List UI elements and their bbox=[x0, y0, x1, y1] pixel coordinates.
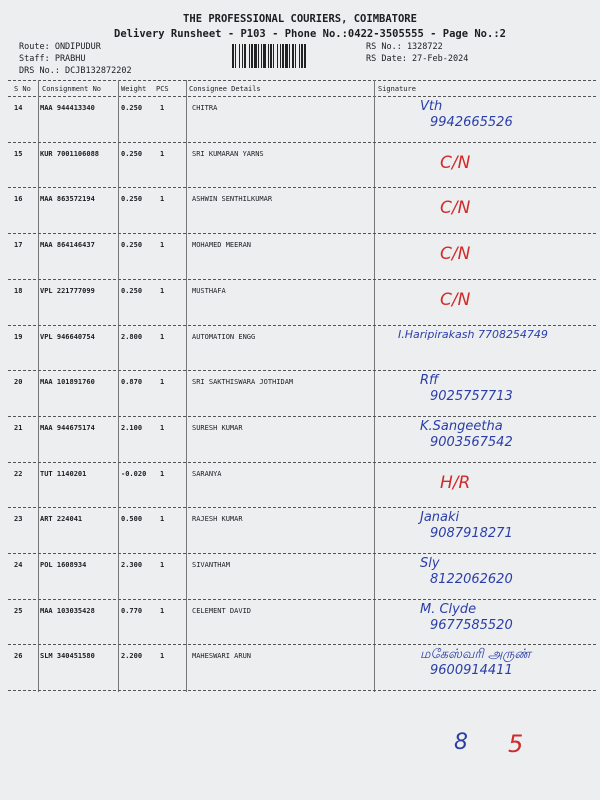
row-weight: 0.500 bbox=[121, 515, 143, 524]
row-pcs: 1 bbox=[160, 652, 165, 661]
column-divider bbox=[38, 80, 39, 692]
row-consignee: ASHWIN SENTHILKUMAR bbox=[192, 195, 273, 204]
row-weight: 2.100 bbox=[121, 423, 143, 432]
column-header-consignment: Consignment No bbox=[42, 85, 102, 93]
row-separator bbox=[8, 462, 596, 463]
row-separator bbox=[8, 416, 596, 417]
row-signature: H/R bbox=[440, 472, 471, 493]
row-signature: C/N bbox=[440, 244, 471, 265]
row-separator bbox=[8, 690, 596, 691]
row-sno: 15 bbox=[14, 149, 23, 158]
row-signature-phone: 9087918271 bbox=[430, 526, 513, 542]
row-separator bbox=[8, 599, 596, 600]
drs-label: DRS No.: DCJB132872202 bbox=[19, 66, 132, 76]
row-separator bbox=[8, 644, 596, 645]
row-consignee: CELEMENT DAVID bbox=[192, 606, 252, 615]
row-weight: 0.870 bbox=[121, 378, 143, 387]
column-divider bbox=[118, 80, 119, 692]
row-weight: 0.250 bbox=[121, 104, 143, 112]
staff-label: Staff: PRABHU bbox=[19, 54, 86, 64]
row-sno: 23 bbox=[14, 515, 23, 524]
runsheet-subtitle: Delivery Runsheet - P103 - Phone No.:0422-3505555 - Page No.:2 bbox=[114, 28, 506, 40]
row-weight: 0.250 bbox=[121, 149, 143, 158]
row-weight: 0.250 bbox=[121, 286, 143, 295]
column-header-weight: Weight bbox=[121, 85, 147, 93]
row-sno: 25 bbox=[14, 606, 23, 615]
row-consignment: POL 1608934 bbox=[40, 561, 87, 569]
row-signature: Janaki bbox=[420, 510, 460, 526]
row-pcs: 1 bbox=[160, 286, 165, 295]
rs-number: RS No.: 1328722 bbox=[366, 42, 443, 52]
row-separator bbox=[8, 553, 596, 554]
column-divider bbox=[186, 80, 187, 692]
column-header-sno: S No bbox=[14, 85, 31, 93]
row-pcs: 1 bbox=[160, 241, 165, 250]
row-weight: 0.250 bbox=[121, 241, 143, 250]
row-consignment: ART 224041 bbox=[40, 515, 83, 524]
row-consignment: VPL 221777099 bbox=[40, 286, 95, 295]
row-separator bbox=[8, 142, 596, 143]
row-consignment: MAA 863572194 bbox=[40, 195, 95, 204]
footer-mark: 8 bbox=[454, 730, 468, 755]
row-signature: I.Haripirakash 7708254749 bbox=[398, 327, 548, 341]
row-weight: -0.020 bbox=[121, 469, 147, 478]
row-pcs: 1 bbox=[160, 561, 165, 569]
row-weight: 2.300 bbox=[121, 561, 143, 569]
footer-mark: 5 bbox=[508, 730, 524, 758]
row-consignee: MAHESWARI ARUN bbox=[192, 652, 252, 661]
barcode bbox=[232, 44, 358, 68]
row-separator bbox=[8, 325, 596, 326]
row-consignee: SURESH KUMAR bbox=[192, 423, 243, 432]
row-pcs: 1 bbox=[160, 606, 165, 615]
row-consignee: MOHAMED MEERAN bbox=[192, 241, 252, 250]
row-weight: 2.800 bbox=[121, 332, 143, 341]
row-consignment: VPL 946640754 bbox=[40, 332, 95, 341]
row-sno: 24 bbox=[14, 561, 23, 569]
row-pcs: 1 bbox=[160, 195, 165, 204]
row-pcs: 1 bbox=[160, 469, 165, 478]
row-separator bbox=[8, 233, 596, 234]
row-pcs: 1 bbox=[160, 332, 165, 341]
row-sno: 20 bbox=[14, 378, 23, 387]
row-separator bbox=[8, 187, 596, 188]
row-signature-phone: 9677585520 bbox=[430, 617, 513, 633]
header-bottom-rule bbox=[8, 96, 596, 97]
row-consignment: MAA 944413340 bbox=[40, 104, 95, 112]
row-consignee: SIVANTHAM bbox=[192, 561, 230, 569]
row-weight: 2.200 bbox=[121, 652, 143, 661]
row-signature-phone: 9003567542 bbox=[430, 434, 513, 450]
row-consignment: MAA 103035428 bbox=[40, 606, 95, 615]
row-signature-phone: 8122062620 bbox=[430, 572, 513, 587]
row-pcs: 1 bbox=[160, 515, 165, 524]
row-sno: 18 bbox=[14, 286, 23, 295]
route-label: Route: ONDIPUDUR bbox=[19, 42, 101, 52]
column-divider bbox=[374, 80, 375, 692]
row-sno: 19 bbox=[14, 332, 23, 341]
row-pcs: 1 bbox=[160, 149, 165, 158]
row-signature: C/N bbox=[440, 289, 471, 310]
row-pcs: 1 bbox=[160, 423, 165, 432]
row-weight: 0.250 bbox=[121, 195, 143, 204]
row-consignee: MUSTHAFA bbox=[192, 286, 226, 295]
row-sno: 26 bbox=[14, 652, 23, 661]
row-separator bbox=[8, 279, 596, 280]
row-consignee: SARANYA bbox=[192, 469, 222, 478]
row-signature: M. Clyde bbox=[420, 601, 477, 617]
column-header-consignee: Consignee Details bbox=[189, 85, 261, 93]
row-signature-phone: 9600914411 bbox=[430, 663, 513, 679]
row-signature: Vth bbox=[420, 99, 443, 114]
column-header-signature: Signature bbox=[378, 85, 416, 93]
row-signature: Rff bbox=[420, 373, 439, 389]
row-consignee: SRI KUMARAN YARNS bbox=[192, 149, 264, 158]
row-weight: 0.770 bbox=[121, 606, 143, 615]
row-separator bbox=[8, 507, 596, 508]
row-consignee: AUTOMATION ENGG bbox=[192, 332, 256, 341]
row-consignee: RAJESH KUMAR bbox=[192, 515, 243, 524]
row-sno: 14 bbox=[14, 104, 23, 112]
row-consignment: MAA 944675174 bbox=[40, 423, 95, 432]
row-signature: மகேஸ்வரி அருண் bbox=[420, 647, 531, 663]
row-pcs: 1 bbox=[160, 378, 165, 387]
column-header-pcs: PCS bbox=[156, 85, 169, 93]
row-sno: 17 bbox=[14, 241, 23, 250]
row-consignment: TUT 1140201 bbox=[40, 469, 87, 478]
row-sno: 22 bbox=[14, 469, 23, 478]
row-signature: K.Sangeetha bbox=[420, 418, 503, 434]
row-consignment: KUR 7001106088 bbox=[40, 149, 100, 158]
row-consignee: SRI SAKTHISWARA JOTHIDAM bbox=[192, 378, 294, 387]
row-consignee: CHITRA bbox=[192, 104, 218, 112]
header-top-rule bbox=[8, 80, 596, 81]
row-pcs: 1 bbox=[160, 104, 165, 112]
row-signature: Sly bbox=[420, 556, 440, 571]
row-consignment: MAA 101891760 bbox=[40, 378, 95, 387]
rs-date: RS Date: 27-Feb-2024 bbox=[366, 54, 469, 64]
row-signature-phone: 9025757713 bbox=[430, 389, 513, 405]
row-consignment: SLM 340451580 bbox=[40, 652, 95, 661]
row-signature: C/N bbox=[440, 198, 471, 219]
row-consignment: MAA 864146437 bbox=[40, 241, 95, 250]
company-title: THE PROFESSIONAL COURIERS, COIMBATORE bbox=[183, 13, 417, 25]
row-signature: C/N bbox=[440, 152, 471, 173]
row-signature-phone: 9942665526 bbox=[430, 115, 513, 130]
row-separator bbox=[8, 370, 596, 371]
row-sno: 16 bbox=[14, 195, 23, 204]
row-sno: 21 bbox=[14, 423, 23, 432]
